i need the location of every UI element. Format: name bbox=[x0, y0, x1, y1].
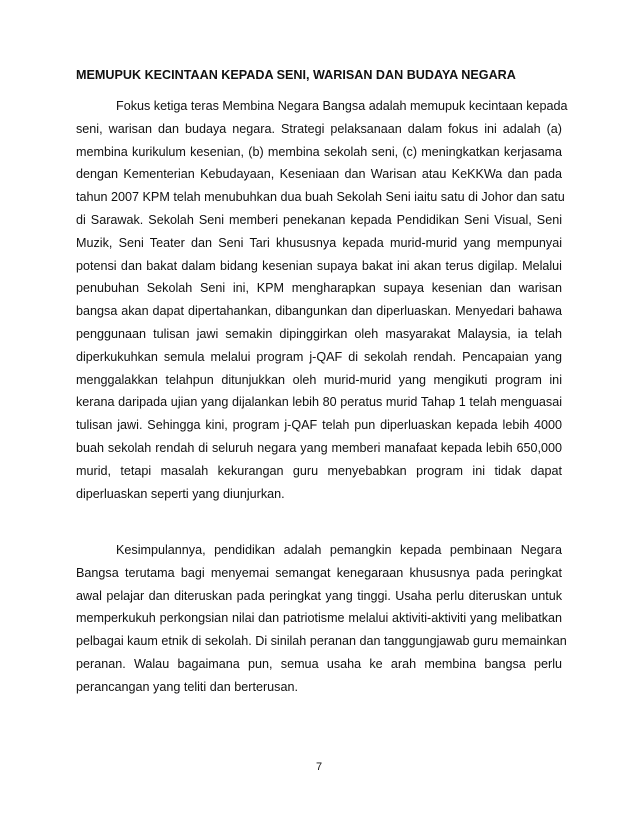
paragraph-line: memperkukuh perkongsian nilai dan patriotisme melalui aktiviti-aktiviti yang melibatkan bbox=[76, 611, 562, 626]
paragraph-line: perancangan yang teliti dan berterusan. bbox=[76, 679, 298, 694]
paragraph-line: dengan Kementerian Kebudayaan, Keseniaan dan Warisan atau KeKKWa dan pada bbox=[76, 167, 562, 182]
paragraph-line: penubuhan Sekolah Seni ini, KPM mengharapkan supaya kesenian dan warisan bbox=[76, 281, 562, 296]
paragraph-line: diperluaskan seperti yang diunjurkan. bbox=[76, 486, 285, 501]
paragraph-line: tahun 2007 KPM telah menubuhkan dua buah Sekolah Seni iaitu satu di Johor dan satu bbox=[76, 190, 565, 205]
paragraph-kesimpulan bbox=[76, 539, 567, 699]
paragraph-line: buah sekolah rendah di seluruh negara yang memberi manafaat kepada lebih 650,000 bbox=[76, 440, 562, 455]
paragraph-line: kerana daripada ujian yang dijalankan lebih 80 peratus murid Tahap 1 telah menguasai bbox=[76, 395, 562, 410]
paragraph-line: Fokus ketiga teras Membina Negara Bangsa adalah memupuk kecintaan kepada bbox=[116, 99, 568, 113]
paragraph-seni-warisan bbox=[76, 95, 568, 505]
paragraph-line: membina kurikulum kesenian, (b) membina sekolah seni, (c) meningkatkan kerjasama bbox=[76, 144, 562, 159]
paragraph-line: penggunaan tulisan jawi semakin dipinggirkan oleh masyarakat Malaysia, ia telah bbox=[76, 326, 562, 341]
paragraph-line: murid, tetapi masalah kekurangan guru menyebabkan program ini tidak dapat bbox=[76, 463, 562, 478]
paragraph-line: Bangsa terutama bagi menyemai semangat kenegaraan khususnya pada peringkat bbox=[76, 565, 562, 580]
paragraph-line: awal pelajar dan diteruskan pada peringkat yang tinggi. Usaha perlu diteruskan untuk bbox=[76, 588, 562, 603]
paragraph-line: potensi dan bakat dalam bidang kesenian supaya bakat ini akan terus digilap. Melalui bbox=[76, 258, 562, 273]
paragraph-line: pelbagai kaum etnik di sekolah. Di sinilah peranan dan tanggungjawab guru memainkan bbox=[76, 634, 567, 649]
page-number: 7 bbox=[315, 761, 323, 773]
paragraph-line: Muzik, Seni Teater dan Seni Tari khususnya kepada murid-murid yang mempunyai bbox=[76, 235, 562, 250]
paragraph-line: bangsa akan dapat dipertahankan, dibangunkan dan diperluaskan. Menyedari bahawa bbox=[76, 304, 562, 319]
paragraph-line: tulisan jawi. Sehingga kini, program j-QAF telah pun diperluaskan kepada lebih 4000 bbox=[76, 418, 562, 433]
paragraph-line: peranan. Walau bagaimana pun, semua usaha ke arah membina bangsa perlu bbox=[76, 656, 562, 671]
section-heading: MEMUPUK KECINTAAN KEPADA SENI, WARISAN DAN BUDAYA NEGARA bbox=[76, 68, 516, 82]
paragraph-line: menggalakkan telahpun ditunjukkan oleh murid-murid yang mengikuti program ini bbox=[76, 372, 562, 387]
paragraph-line: diperkukuhkan semula melalui program j-QAF di sekolah rendah. Pencapaian yang bbox=[76, 349, 562, 364]
paragraph-line: di Sarawak. Sekolah Seni memberi penekanan kepada Pendidikan Seni Visual, Seni bbox=[76, 212, 562, 227]
paragraph-line: Kesimpulannya, pendidikan adalah pemangkin kepada pembinaan Negara bbox=[116, 543, 562, 557]
paragraph-line: seni, warisan dan budaya negara. Strategi pelaksanaan dalam fokus ini adalah (a) bbox=[76, 121, 562, 136]
